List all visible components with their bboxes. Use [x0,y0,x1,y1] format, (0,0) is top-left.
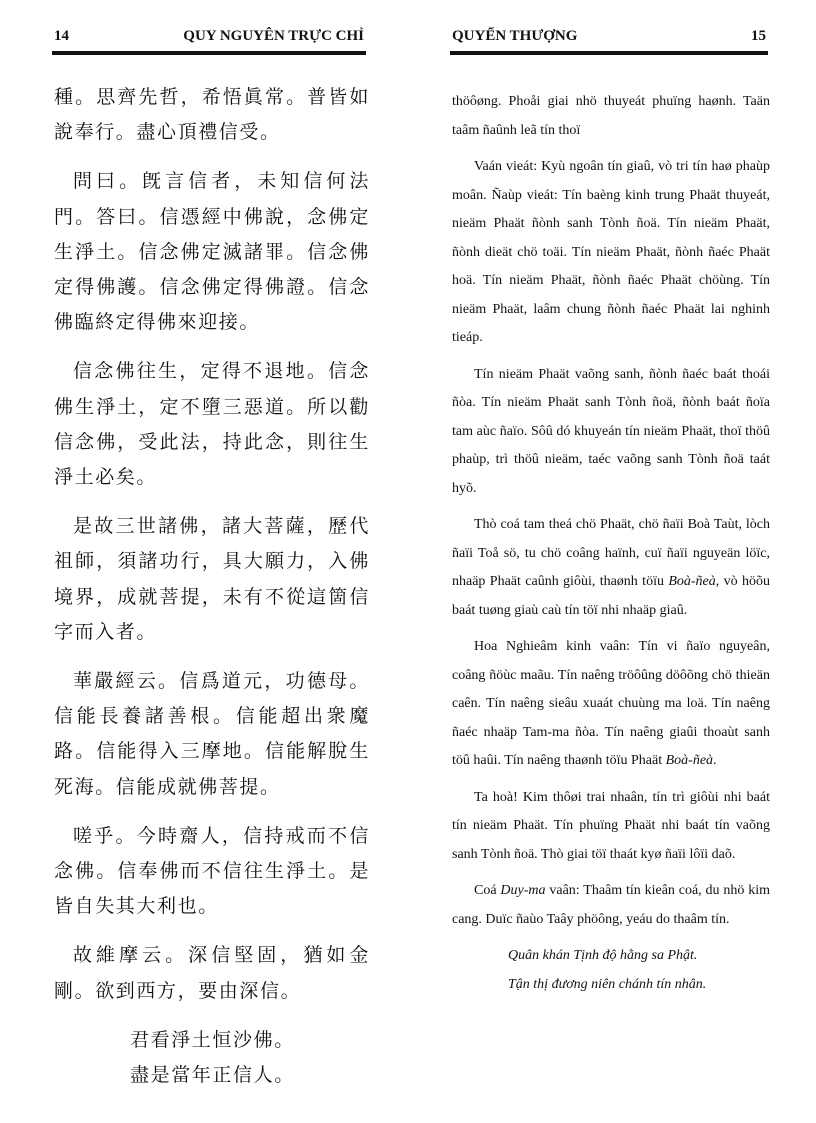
right-page-number: 15 [751,28,766,44]
chinese-paragraph: 嗟乎。今時齋人，信持戒而不信念佛。信奉佛而不信往生淨土。是皆自失其大利也。 [54,824,370,918]
right-header-rule [450,51,768,55]
paragraph-text: , vò höõu baát tuøng giaù caù tín töï nhi nhaäp giaû. [452,574,770,618]
chinese-paragraph: 是故三世諸佛，諸大菩薩，歷代祖師，須諸功行，具大願力，入佛境界，成就菩提，未有不從這箇信字而入者。 [54,515,370,643]
chinese-paragraph: 故維摩云。深信堅固，猶如金剛。欲到西方，要由深信。 [54,944,370,1002]
vietnamese-paragraph: thöôøng. Phoåi giai nhö thuyeát phuïng haønh. Taän taâm ñaûnh leã tín thoï [452,94,770,138]
vietnamese-verse-line: Quân khán Tịnh độ hằng sa Phật. [508,948,698,963]
vietnamese-paragraph [452,511,770,625]
right-page [408,0,816,1123]
left-header-rule [52,51,366,55]
chinese-verse-line: 盡是當年正信人。 [130,1064,295,1087]
chinese-paragraph: 華嚴經云。信爲道元，功德母。信能長養諸善根。信能超出衆魔路。信能得入三摩地。信能解脫生死海。信能成就佛菩提。 [54,670,370,798]
paragraph-text: vaân: Thaâm tín kieân coá, du nhö kim cang. Duïc ñaùo Taây phöông, yeáu do thaâm tín. [452,883,770,927]
vietnamese-paragraph [452,877,770,934]
vietnamese-text-body [452,88,770,999]
vietnamese-verse-line: Tận thị đương niên chánh tín nhân. [508,976,707,992]
vietnamese-paragraph [452,633,770,776]
chinese-paragraph: 信念佛往生，定得不退地。信念佛生淨土，定不墮三惡道。所以勸信念佛，受此法，持此念，則往生淨土必矣。 [54,360,370,489]
chinese-paragraph: 問曰。旣言信者，未知信何法門。答曰。信憑經中佛說，念佛定生淨土。信念佛定滅諸罪。信念佛定得佛護。信念佛定得佛證。信念佛臨終定得佛來迎接。 [54,170,370,334]
left-running-title: QUY NGUYÊN TRỰC CHỈ [183,28,364,44]
vietnamese-paragraph: Tín nieäm Phaät vaõng sanh, ñònh ñaéc baát thoái ñòa. Tín nieäm Phaät sanh Tònh ñoä, ñònh baát ñoïa tam aùc ñaïo. Sôû dó khuyeán tín nieäm Phaät, thoï thöû phaùp, trì thöû nieäm, taéc vaõng sanh Tònh ñoä taát hyõ. [452,366,770,496]
italic-term: Boà-ñeà [668,574,716,589]
left-page-number: 14 [54,28,69,44]
italic-term: Duy-ma [500,883,546,898]
vietnamese-paragraph: Vaán vieát: Kyù ngoân tín giaû, vò tri tín haø phaùp moân. Ñaùp vieát: Tín baèng kinh trung Phaät thuyeát, nieäm Phaät ñònh sanh Tònh ñoä. Tín nieäm Phaät, ñònh dieät chö toäi. Tín nieäm Phaät, ñònh ñaéc Phaät hoä. Tín nieäm Phaät, ñònh ñaéc Phaät chöùng. Tín nieäm Phaät, laâm chung ñònh ñaéc Phaät lai nghinh tieáp. [452,159,770,345]
vietnamese-paragraph: Ta hoà! Kim thôøi trai nhaân, tín trì giôùi nhi baát tín nieäm Phaät. Tín phuïng Phaät nhi baát tín vaõng sanh Tònh ñoä. Thò giai töï thaát kyø ñaïi lôïi daõ. [452,789,770,862]
chinese-paragraph: 種。思齊先哲，希悟眞常。普皆如說奉行。盡心頂禮信受。 [54,86,370,144]
chinese-verse-line: 君看淨土恒沙佛。 [130,1028,295,1051]
italic-term: Boà-ñeà [665,753,714,768]
paragraph-text: . [713,753,717,768]
chinese-text-body [54,80,370,1093]
paragraph-text: Thò coá tam theá chö Phaät, chö ñaïi Boà Taùt, lòch ñaïi Toå sö, tu chö coâng haïnh, cuï ñaïi nguyeän löïc, nhaäp Phaät caûnh giôùi, thaønh töïu [452,517,770,589]
paragraph-text: Hoa Nghieâm kinh vaân: Tín vi ñaïo nguyeân, coâng ñöùc maãu. Tín naêng tröôûng döôõng chö thieän caên. Tín naêng sieâu xuaát chuùng ma loä. Tín naêng ñaéc nhaäp Tam-ma ñòa. Tín naêng giaûi thoaùt sanh töû haûi. Tín naêng thaønh töïu Phaät [452,639,770,768]
right-running-title: QUYỂN THƯỢNG [452,28,578,44]
paragraph-text: Coá [474,883,501,898]
